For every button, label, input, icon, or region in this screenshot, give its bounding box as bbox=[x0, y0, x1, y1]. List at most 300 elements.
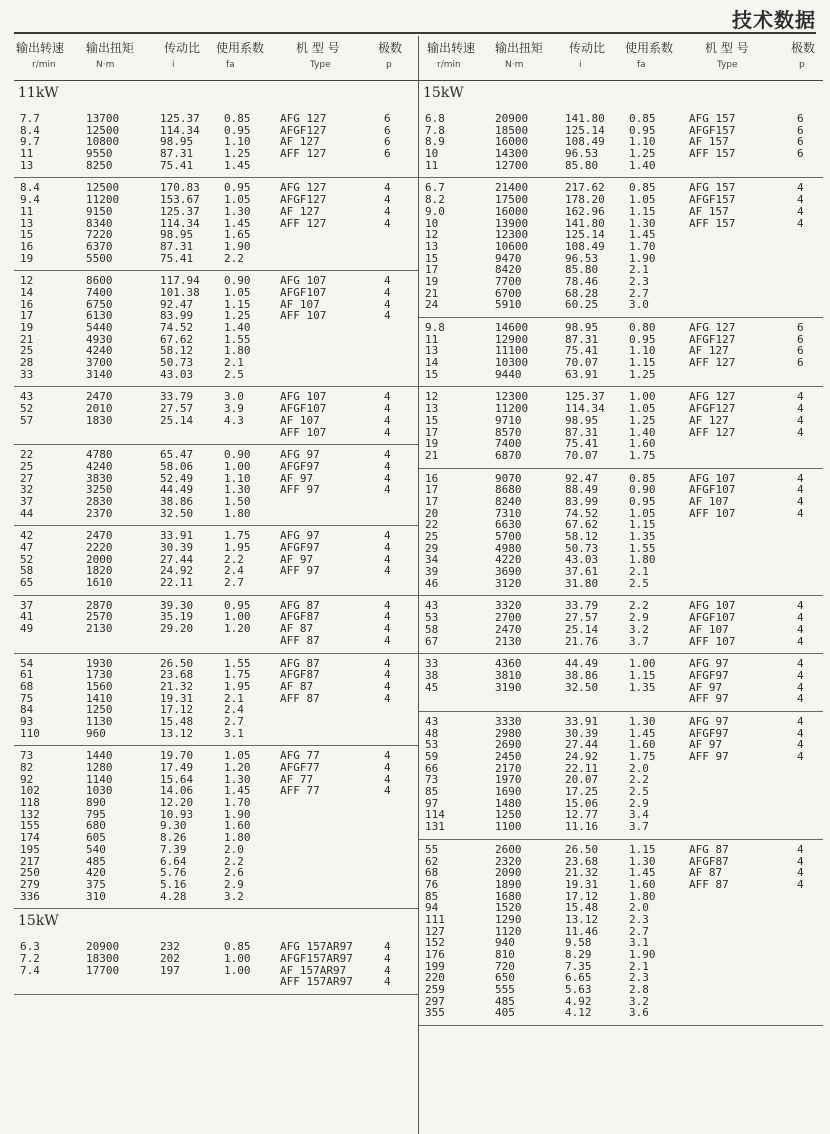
table-row bbox=[14, 473, 418, 485]
table-cell: AFG 127 bbox=[280, 112, 327, 125]
table-cell: 3.1 bbox=[224, 726, 244, 740]
table-row bbox=[419, 972, 823, 984]
table-cell: 20.07 bbox=[565, 773, 599, 787]
table-cell: 4 bbox=[797, 842, 804, 856]
table-cell: 114 bbox=[425, 808, 445, 822]
table-cell: 7310 bbox=[495, 506, 522, 520]
table-cell: 7700 bbox=[495, 274, 522, 288]
table-cell: 7.8 bbox=[425, 123, 445, 137]
table-cell: 62 bbox=[425, 854, 439, 868]
table-cell: 13 bbox=[20, 216, 34, 230]
table-cell: 4 bbox=[797, 181, 804, 195]
table-cell: 1100 bbox=[495, 820, 522, 834]
table-cell: 4 bbox=[384, 297, 391, 311]
table-cell: 21.32 bbox=[565, 866, 599, 880]
table-cell: 2.9 bbox=[629, 796, 649, 810]
table-cell: 795 bbox=[86, 807, 106, 821]
table-cell: 1610 bbox=[86, 576, 113, 590]
table-cell: 98.95 bbox=[160, 228, 194, 242]
table-cell: 2.1 bbox=[224, 356, 244, 370]
table-cell: 4 bbox=[797, 390, 804, 404]
data-group bbox=[419, 654, 823, 712]
table-cell: 1.25 bbox=[629, 367, 656, 381]
table-cell: 17 bbox=[425, 494, 439, 508]
table-cell: AFF 97 bbox=[689, 692, 729, 706]
header-unit-left-4: Type bbox=[310, 60, 331, 70]
table-cell: 4 bbox=[384, 622, 391, 636]
table-cell: 15.64 bbox=[160, 772, 194, 786]
table-cell: 31.80 bbox=[565, 576, 599, 590]
table-cell: 37 bbox=[20, 598, 34, 612]
power-section-title: 11kW bbox=[18, 85, 59, 101]
table-cell: 178.20 bbox=[565, 193, 605, 207]
table-cell: 12500 bbox=[86, 181, 120, 195]
table-cell: 217.62 bbox=[565, 181, 605, 195]
table-cell: 1250 bbox=[86, 703, 113, 717]
table-row bbox=[419, 670, 823, 682]
table-cell: 232 bbox=[160, 940, 180, 954]
table-cell: AFG 97 bbox=[689, 714, 729, 728]
table-cell: 108.49 bbox=[565, 135, 605, 149]
table-cell: 11 bbox=[425, 158, 439, 172]
table-cell: 4 bbox=[384, 471, 391, 485]
table-cell: 1.80 bbox=[224, 506, 251, 520]
table-cell: 1.30 bbox=[629, 854, 656, 868]
table-cell: 4 bbox=[797, 726, 804, 740]
table-cell: 3.7 bbox=[629, 634, 649, 648]
table-cell: 43.03 bbox=[565, 553, 599, 567]
table-cell: 4 bbox=[384, 216, 391, 230]
table-cell: 680 bbox=[86, 819, 106, 833]
table-row bbox=[14, 965, 418, 977]
table-cell: 125.37 bbox=[160, 204, 200, 218]
table-cell: 9710 bbox=[495, 413, 522, 427]
table-cell: AFG 97 bbox=[280, 448, 320, 462]
table-cell: 1.80 bbox=[224, 344, 251, 358]
table-row bbox=[14, 623, 418, 635]
table-cell: 162.96 bbox=[565, 204, 605, 218]
table-cell: 1.75 bbox=[224, 668, 251, 682]
table-cell: 217 bbox=[20, 854, 40, 868]
left-column bbox=[14, 36, 418, 995]
table-cell: 2320 bbox=[495, 854, 522, 868]
table-cell: 202 bbox=[160, 951, 180, 965]
table-cell: 13 bbox=[425, 402, 439, 416]
table-row bbox=[419, 241, 823, 253]
table-cell: 10.93 bbox=[160, 807, 194, 821]
table-cell: 3.1 bbox=[629, 936, 649, 950]
table-cell: 2700 bbox=[495, 611, 522, 625]
table-cell: 9550 bbox=[86, 147, 113, 161]
table-row bbox=[14, 322, 418, 334]
table-cell: 1.90 bbox=[224, 239, 251, 253]
table-cell: 27 bbox=[20, 471, 34, 485]
table-cell: 1.20 bbox=[224, 622, 251, 636]
table-cell: 1130 bbox=[86, 714, 113, 728]
table-cell: 8250 bbox=[86, 158, 113, 172]
table-cell: 48 bbox=[425, 726, 439, 740]
table-cell: 52 bbox=[20, 552, 34, 566]
table-cell: AFGF127 bbox=[689, 402, 736, 416]
table-cell: 2570 bbox=[86, 610, 113, 624]
table-cell: 4 bbox=[384, 274, 391, 288]
table-cell: 73 bbox=[425, 773, 439, 787]
table-cell: 96.53 bbox=[565, 251, 599, 265]
table-cell: 87.31 bbox=[565, 425, 599, 439]
table-row bbox=[14, 941, 418, 953]
table-cell: 33 bbox=[20, 367, 34, 381]
header-label-right-5: 极数 bbox=[791, 41, 816, 55]
table-cell: 41 bbox=[20, 610, 34, 624]
table-cell: AFGF97 bbox=[689, 668, 729, 682]
table-cell: 53 bbox=[425, 611, 439, 625]
table-cell: 4 bbox=[797, 611, 804, 625]
table-cell: 6 bbox=[384, 112, 391, 125]
data-group bbox=[419, 318, 823, 387]
table-row bbox=[419, 403, 823, 415]
table-cell: AFG 77 bbox=[280, 749, 320, 763]
table-cell: 16000 bbox=[495, 204, 529, 218]
table-cell: 0.95 bbox=[224, 598, 251, 612]
table-cell: 55 bbox=[425, 842, 439, 856]
table-cell: 1730 bbox=[86, 668, 113, 682]
table-cell: 132 bbox=[20, 807, 40, 821]
table-cell: AF 157 bbox=[689, 135, 729, 149]
table-row bbox=[419, 508, 823, 520]
table-row bbox=[419, 786, 823, 798]
table-cell: 84 bbox=[20, 703, 34, 717]
table-cell: 92.47 bbox=[565, 471, 599, 485]
table-cell: 4 bbox=[384, 529, 391, 543]
table-cell: 9150 bbox=[86, 204, 113, 218]
table-row bbox=[14, 299, 418, 311]
table-cell: 25.14 bbox=[565, 622, 599, 636]
table-cell: 60.25 bbox=[565, 298, 599, 312]
table-cell: 1.80 bbox=[629, 889, 656, 903]
table-cell: 2.1 bbox=[224, 691, 244, 705]
table-cell: 127 bbox=[425, 924, 445, 938]
table-cell: 4 bbox=[797, 657, 804, 671]
table-row bbox=[14, 669, 418, 681]
data-group bbox=[14, 746, 418, 909]
table-cell: 4.92 bbox=[565, 994, 592, 1008]
table-cell: AFF 157AR97 bbox=[280, 975, 353, 989]
table-cell: 3700 bbox=[86, 356, 113, 370]
table-cell: 4 bbox=[797, 599, 804, 613]
table-cell: 23.68 bbox=[565, 854, 599, 868]
table-cell: 1.60 bbox=[224, 819, 251, 833]
table-cell: 4 bbox=[384, 413, 391, 427]
table-cell: 4 bbox=[384, 459, 391, 473]
table-row bbox=[14, 415, 418, 427]
table-cell: 3190 bbox=[495, 680, 522, 694]
table-row bbox=[419, 902, 823, 914]
table-cell: 4 bbox=[384, 679, 391, 693]
table-cell: AFGF97 bbox=[689, 726, 729, 740]
table-cell: 4 bbox=[384, 784, 391, 798]
table-cell: 33.91 bbox=[565, 714, 599, 728]
table-cell: 650 bbox=[495, 971, 515, 985]
table-cell: 8.2 bbox=[425, 193, 445, 207]
table-cell: 6 bbox=[797, 344, 804, 358]
table-cell: 0.95 bbox=[224, 123, 251, 137]
table-cell: 0.95 bbox=[629, 123, 656, 137]
table-cell: 16 bbox=[425, 471, 439, 485]
table-cell: 2130 bbox=[86, 622, 113, 636]
table-cell: 22 bbox=[20, 448, 34, 462]
table-row bbox=[14, 976, 418, 988]
table-cell: 1.90 bbox=[629, 948, 656, 961]
table-cell: 94 bbox=[425, 901, 439, 915]
table-cell: 1.75 bbox=[629, 750, 656, 763]
table-row bbox=[419, 716, 823, 728]
table-cell: 8240 bbox=[495, 494, 522, 508]
table-cell: 75.41 bbox=[565, 344, 599, 358]
table-cell: 890 bbox=[86, 796, 106, 810]
table-cell: 87.31 bbox=[160, 239, 194, 253]
table-cell: 25 bbox=[20, 344, 34, 358]
header-unit-left-0: r/min bbox=[32, 60, 56, 70]
table-row bbox=[14, 182, 418, 194]
table-cell: 1.00 bbox=[629, 657, 656, 671]
table-cell: 29 bbox=[425, 541, 439, 555]
table-cell: 810 bbox=[495, 948, 515, 961]
data-group bbox=[14, 445, 418, 526]
table-cell: 1.15 bbox=[224, 297, 251, 311]
table-cell: 70.07 bbox=[565, 448, 599, 462]
table-cell: 4 bbox=[384, 425, 391, 439]
table-cell: AFG 107 bbox=[689, 599, 736, 613]
table-cell: 1.45 bbox=[224, 216, 251, 230]
table-cell: 8600 bbox=[86, 274, 113, 288]
table-cell: 4.3 bbox=[224, 413, 244, 427]
table-row bbox=[419, 693, 823, 705]
table-cell: 34 bbox=[425, 553, 439, 567]
table-cell: 44.49 bbox=[160, 483, 194, 497]
table-cell: 14 bbox=[20, 285, 34, 299]
table-cell: 2.7 bbox=[224, 714, 244, 728]
table-cell: 85 bbox=[425, 785, 439, 799]
table-cell: AFGF87 bbox=[280, 668, 320, 682]
header-label-left-2: 传动比 bbox=[164, 41, 201, 55]
table-cell: 1.45 bbox=[224, 158, 251, 172]
table-cell: 98.95 bbox=[565, 413, 599, 427]
table-cell: 2.2 bbox=[629, 599, 649, 613]
header-unit-right-4: Type bbox=[717, 60, 738, 70]
table-cell: 13.12 bbox=[160, 726, 194, 740]
table-cell: 19.31 bbox=[565, 877, 599, 891]
table-row bbox=[419, 299, 823, 311]
table-cell: 0.85 bbox=[629, 112, 656, 125]
table-cell: 540 bbox=[86, 842, 106, 856]
table-row bbox=[14, 600, 418, 612]
table-cell: 4 bbox=[384, 633, 391, 647]
table-cell: 8.9 bbox=[425, 135, 445, 149]
table-cell: AFG 87 bbox=[689, 842, 729, 856]
data-group bbox=[14, 178, 418, 271]
table-cell: 2.2 bbox=[629, 773, 649, 787]
table-cell: 9.7 bbox=[20, 135, 40, 149]
table-cell: 2.0 bbox=[629, 901, 649, 915]
table-cell: 4 bbox=[384, 656, 391, 670]
table-cell: 16 bbox=[20, 297, 34, 311]
table-row bbox=[419, 253, 823, 265]
table-cell: 98.95 bbox=[160, 135, 194, 149]
table-cell: 125.14 bbox=[565, 228, 605, 242]
table-cell: 21 bbox=[425, 448, 439, 462]
table-row bbox=[14, 797, 418, 809]
header-label-left-3: 使用系数 bbox=[216, 41, 265, 55]
table-cell: 405 bbox=[495, 1006, 515, 1020]
table-cell: 6 bbox=[797, 147, 804, 161]
table-row bbox=[419, 658, 823, 670]
table-cell: 12 bbox=[20, 274, 34, 288]
table-cell: 4 bbox=[797, 413, 804, 427]
table-cell: 39 bbox=[425, 565, 439, 579]
table-cell: 1.90 bbox=[224, 807, 251, 821]
data-group bbox=[14, 937, 418, 995]
table-cell: 2370 bbox=[86, 506, 113, 520]
table-cell: 87.31 bbox=[565, 332, 599, 346]
table-cell: 2090 bbox=[495, 866, 522, 880]
table-cell: 83.99 bbox=[160, 309, 194, 323]
table-cell: 76 bbox=[425, 877, 439, 891]
table-cell: 7.2 bbox=[20, 951, 40, 965]
table-row bbox=[419, 728, 823, 740]
table-cell: 1520 bbox=[495, 901, 522, 915]
table-cell: 43 bbox=[20, 390, 34, 404]
table-cell: 4 bbox=[797, 204, 804, 218]
table-row bbox=[14, 403, 418, 415]
table-row bbox=[14, 369, 418, 381]
table-cell: 75.41 bbox=[565, 437, 599, 451]
table-cell: 35.19 bbox=[160, 610, 194, 624]
table-cell: 1.25 bbox=[224, 309, 251, 323]
table-cell: 1.45 bbox=[629, 228, 656, 242]
table-cell: 33 bbox=[425, 657, 439, 671]
table-cell: 1120 bbox=[495, 924, 522, 938]
table-cell: 1030 bbox=[86, 784, 113, 798]
table-row bbox=[419, 636, 823, 648]
table-cell: 1.45 bbox=[629, 866, 656, 880]
table-row bbox=[14, 427, 418, 439]
table-cell: 27.44 bbox=[565, 738, 599, 752]
table-cell: 3810 bbox=[495, 668, 522, 682]
table-cell: AF 97 bbox=[280, 552, 314, 566]
table-row bbox=[419, 867, 823, 879]
table-cell: 37 bbox=[20, 494, 34, 508]
table-row bbox=[419, 612, 823, 624]
table-cell: 4930 bbox=[86, 332, 113, 346]
table-row bbox=[14, 879, 418, 891]
table-row bbox=[419, 961, 823, 973]
table-cell: 4 bbox=[384, 309, 391, 323]
table-cell: 0.80 bbox=[629, 321, 656, 334]
table-row bbox=[14, 774, 418, 786]
table-row bbox=[419, 996, 823, 1008]
table-cell: AFGF97 bbox=[280, 541, 320, 554]
table-cell: 68 bbox=[20, 679, 34, 693]
table-cell: 1440 bbox=[86, 749, 113, 763]
table-row bbox=[419, 821, 823, 833]
table-row bbox=[419, 763, 823, 775]
table-row bbox=[419, 125, 823, 137]
table-cell: 12 bbox=[425, 228, 439, 242]
table-cell: 131 bbox=[425, 820, 445, 834]
table-cell: 4 bbox=[384, 564, 391, 578]
table-cell: 4 bbox=[797, 193, 804, 207]
table-cell: AFG 107 bbox=[280, 390, 327, 404]
table-cell: 111 bbox=[425, 912, 445, 926]
table-cell: AFF 107 bbox=[280, 309, 327, 323]
table-cell: AFGF157 bbox=[689, 193, 736, 207]
table-row bbox=[14, 113, 418, 125]
table-row bbox=[419, 531, 823, 543]
table-cell: 102 bbox=[20, 784, 40, 798]
table-row bbox=[419, 891, 823, 903]
table-row bbox=[14, 809, 418, 821]
table-row bbox=[419, 322, 823, 334]
table-cell: 0.90 bbox=[224, 448, 251, 462]
table-cell: 20900 bbox=[495, 112, 529, 125]
table-cell: 4220 bbox=[495, 553, 522, 567]
table-cell: 2.1 bbox=[629, 263, 649, 277]
table-cell: 2450 bbox=[495, 750, 522, 763]
table-row bbox=[419, 136, 823, 148]
table-cell: 1.10 bbox=[629, 135, 656, 149]
table-cell: AFG 107 bbox=[689, 471, 736, 485]
table-cell: 114.34 bbox=[160, 216, 200, 230]
table-cell: 37.61 bbox=[565, 565, 599, 579]
table-cell: 6 bbox=[797, 112, 804, 125]
table-cell: 3.0 bbox=[629, 298, 649, 312]
table-cell: AF 107 bbox=[689, 494, 729, 508]
table-cell: 0.85 bbox=[224, 112, 251, 125]
table-row bbox=[419, 554, 823, 566]
table-row bbox=[419, 369, 823, 381]
table-cell: 16 bbox=[20, 239, 34, 253]
table-row bbox=[419, 856, 823, 868]
table-cell: 153.67 bbox=[160, 193, 200, 207]
table-cell: 310 bbox=[86, 889, 106, 903]
table-row bbox=[14, 577, 418, 589]
table-cell: 141.80 bbox=[565, 112, 605, 125]
table-cell: 7.7 bbox=[20, 112, 40, 125]
power-section-title: 15kW bbox=[423, 85, 464, 101]
table-cell: 220 bbox=[425, 971, 445, 985]
table-row bbox=[14, 867, 418, 879]
table-row bbox=[14, 508, 418, 520]
table-cell: 2.0 bbox=[629, 761, 649, 775]
table-cell: 1.15 bbox=[629, 204, 656, 218]
table-cell: 420 bbox=[86, 866, 106, 880]
table-cell: 21 bbox=[20, 332, 34, 346]
table-cell: 3.2 bbox=[224, 889, 244, 903]
table-row bbox=[14, 357, 418, 369]
table-cell: 2.5 bbox=[629, 785, 649, 799]
table-row bbox=[14, 334, 418, 346]
table-header-left bbox=[14, 36, 418, 81]
table-cell: 3.6 bbox=[629, 1006, 649, 1020]
table-cell: 2690 bbox=[495, 738, 522, 752]
table-cell: 6630 bbox=[495, 518, 522, 532]
table-cell: 1.25 bbox=[629, 147, 656, 161]
table-cell: 4 bbox=[797, 877, 804, 891]
table-cell: 17.12 bbox=[565, 889, 599, 903]
table-cell: 4 bbox=[384, 975, 391, 989]
table-cell: 3.4 bbox=[629, 808, 649, 822]
table-cell: 259 bbox=[425, 983, 445, 997]
